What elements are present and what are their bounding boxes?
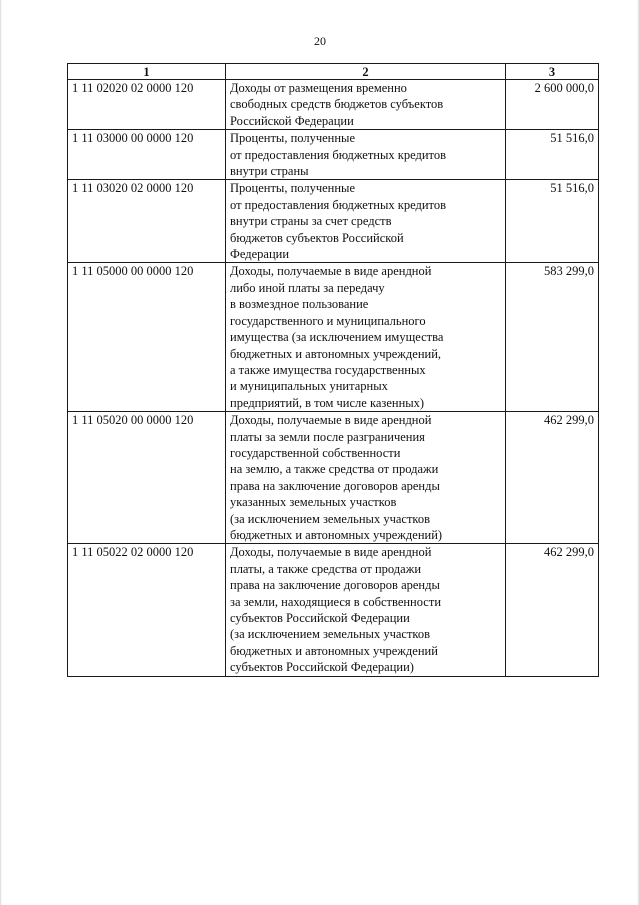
table-row xyxy=(68,544,599,676)
revenue-description xyxy=(226,80,506,130)
table-row xyxy=(68,412,599,544)
amount-value: 583 299,0 xyxy=(506,263,599,412)
revenue-description xyxy=(226,180,506,263)
amount-value: 2 600 000,0 xyxy=(506,80,599,130)
budget-classification-code: 1 11 05000 00 0000 120 xyxy=(68,263,226,412)
amount-value: 51 516,0 xyxy=(506,180,599,263)
description-line: Доходы, получаемые в виде арендной xyxy=(230,264,432,279)
description-line: государственного и муниципального xyxy=(230,313,426,328)
description-line: имущества (за исключением имущества xyxy=(230,330,444,345)
description-line: Проценты, полученные xyxy=(230,181,355,196)
description-line: либо иной платы за передачу xyxy=(230,280,385,295)
budget-classification-code: 1 11 05020 00 0000 120 xyxy=(68,412,226,544)
amount-value: 51 516,0 xyxy=(506,130,599,180)
amount-value: 462 299,0 xyxy=(506,544,599,676)
description-line: права на заключение договоров аренды xyxy=(230,478,440,493)
revenue-description xyxy=(226,412,506,544)
description-line: бюджетов субъектов Российской xyxy=(230,230,404,245)
column-header-description: 2 xyxy=(226,64,506,80)
description-line: на землю, а также средства от продажи xyxy=(230,462,439,477)
table-header-row xyxy=(68,64,599,80)
description-line: Российской Федерации xyxy=(230,113,354,128)
amount-value: 462 299,0 xyxy=(506,412,599,544)
scan-edge-left xyxy=(0,0,2,905)
table-row xyxy=(68,80,599,130)
description-line: субъектов Российской Федерации xyxy=(230,611,410,625)
description-line: Доходы, получаемые в виде арендной xyxy=(230,545,432,560)
table-row xyxy=(68,180,599,263)
description-line: бюджетных и автономных учреждений, xyxy=(230,346,442,361)
revenue-description xyxy=(226,263,506,412)
description-line: Проценты, полученные xyxy=(230,131,355,146)
description-line: и муниципальных унитарных xyxy=(230,379,388,394)
description-line: бюджетных и автономных учреждений xyxy=(230,643,438,658)
description-line: платы, а также средства от продажи xyxy=(230,561,422,576)
description-line: Федерации xyxy=(230,247,290,262)
description-line: государственной собственности xyxy=(230,445,401,460)
column-header-code: 1 xyxy=(68,64,226,80)
description-line: (за исключением земельных участков xyxy=(230,511,431,526)
budget-classification-code: 1 11 03000 00 0000 120 xyxy=(68,130,226,180)
description-line: платы за земли после разграничения xyxy=(230,429,425,444)
description-line: от предоставления бюджетных кредитов xyxy=(230,147,446,162)
column-header-amount: 3 xyxy=(506,64,599,80)
budget-classification-code: 1 11 05022 02 0000 120 xyxy=(68,544,226,676)
budget-classification-code: 1 11 03020 02 0000 120 xyxy=(68,180,226,263)
description-line: Доходы от размещения временно xyxy=(230,81,407,95)
table-row xyxy=(68,263,599,412)
description-line: а также имущества государственных xyxy=(230,362,426,377)
description-line: внутри страны xyxy=(230,164,309,179)
description-line: субъектов Российской Федерации) xyxy=(230,660,414,675)
revenue-description xyxy=(226,544,506,676)
description-line: за земли, находящиеся в собственности xyxy=(230,594,442,609)
table-row xyxy=(68,130,599,180)
description-line: внутри страны за счет средств xyxy=(230,214,392,229)
description-line: свободных средств бюджетов субъектов xyxy=(230,97,444,112)
description-line: Доходы, получаемые в виде арендной xyxy=(230,413,432,428)
description-line: от предоставления бюджетных кредитов xyxy=(230,197,446,212)
budget-classification-code: 1 11 02020 02 0000 120 xyxy=(68,80,226,130)
budget-revenue-table xyxy=(67,63,599,677)
description-line: бюджетных и автономных учреждений) xyxy=(230,527,443,542)
table-body xyxy=(68,80,599,677)
page-number: 20 xyxy=(314,34,326,48)
description-line: (за исключением земельных участков xyxy=(230,627,431,642)
description-line: указанных земельных участков xyxy=(230,495,397,510)
description-line: в возмездное пользование xyxy=(230,297,369,312)
description-line: права на заключение договоров аренды xyxy=(230,578,440,593)
revenue-description xyxy=(226,130,506,180)
description-line: предприятий, в том числе казенных) xyxy=(230,395,425,410)
